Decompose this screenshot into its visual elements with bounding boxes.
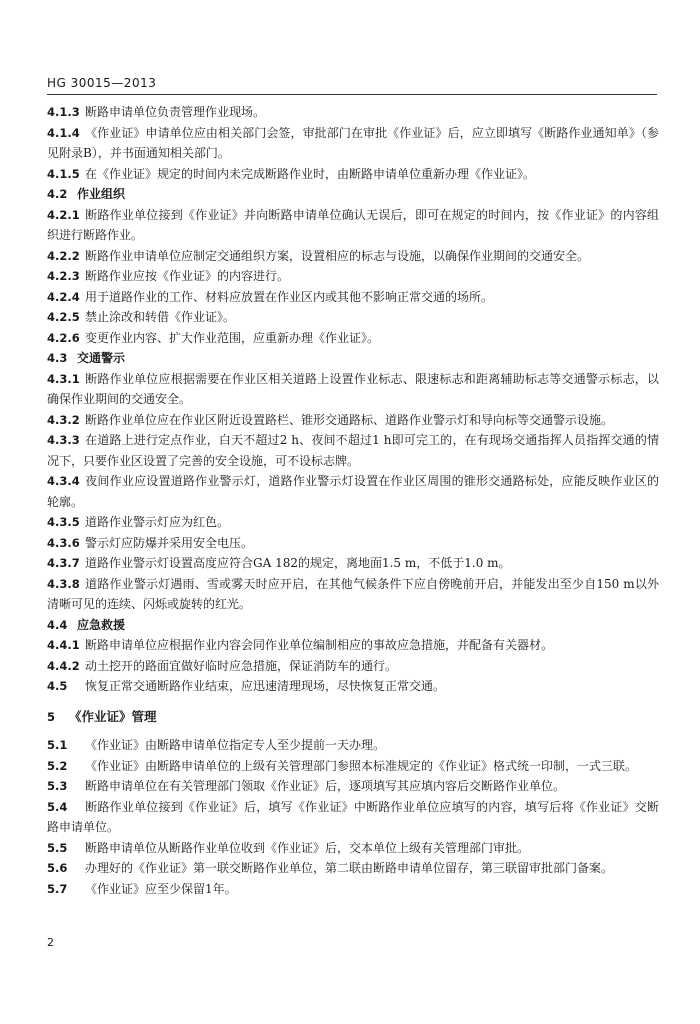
clause-text: 断路作业应按《作业证》的内容进行。 — [85, 269, 290, 283]
standard-code-header: HG 30015—2013 — [47, 76, 157, 90]
section-heading — [47, 615, 659, 636]
clause-text: 断路作业单位接到《作业证》并向断路申请单位确认无误后，即可在规定的时间内，按《作业证》的内容组织进行断路作业。 — [47, 207, 659, 242]
clause-number: 4.3.3 — [47, 433, 80, 447]
clause-number: 4.4 — [47, 617, 68, 632]
clause-paragraph — [47, 553, 659, 574]
clause-paragraph — [47, 574, 659, 615]
clause-text: 在道路上进行定点作业，白天不超过2 h、夜间不超过1 h即可完工的，在有现场交通指挥人员指挥交通的情况下，只要作业区设置了完善的安全设施，可不设标志牌。 — [47, 433, 659, 468]
clause-text: 《作业证》应至少保留1年。 — [85, 881, 237, 896]
clause-text: 变更作业内容、扩大作业范围，应重新办理《作业证》。 — [85, 330, 380, 345]
clause-text: 《作业证》管理 — [69, 708, 157, 724]
clause-number: 4.3.7 — [47, 556, 80, 570]
clause-number: 4.2.4 — [47, 289, 80, 304]
clause-number: 4.3 — [47, 351, 68, 365]
document-body — [47, 102, 659, 899]
section-heading — [47, 348, 659, 369]
clause-paragraph — [47, 287, 659, 308]
clause-text: 断路作业申请单位应制定交通组织方案，设置相应的标志与设施，以确保作业期间的交通安全。 — [85, 248, 590, 263]
clause-paragraph — [47, 246, 659, 267]
clause-number: 4.4.2 — [47, 658, 80, 673]
section-heading — [47, 184, 659, 205]
clause-paragraph — [47, 369, 659, 410]
clause-text: 交通警示 — [77, 351, 126, 365]
clause-paragraph — [47, 656, 659, 677]
clause-paragraph — [47, 410, 659, 431]
clause-paragraph — [47, 205, 659, 246]
clause-text: 断路作业单位应在作业区附近设置路栏、锥形交通路标、道路作业警示灯和导向标等交通警示设施。 — [85, 412, 614, 427]
clause-number: 5 — [47, 709, 56, 724]
clause-number: 4.1.5 — [47, 166, 80, 181]
clause-text: 道路作业警示灯应为红色。 — [85, 515, 230, 529]
clause-number: 4.3.1 — [47, 371, 80, 386]
clause-number: 4.3.5 — [47, 515, 80, 529]
clause-text: 夜间作业应设置道路作业警示灯，道路作业警示灯设置在作业区周围的锥形交通路标处，应能反映作业区的轮廓。 — [47, 474, 659, 509]
clause-paragraph — [47, 797, 659, 838]
clause-number: 4.2.3 — [47, 269, 80, 283]
clause-number: 5.5 — [47, 840, 68, 855]
clause-number: 4.1.3 — [47, 105, 80, 119]
clause-text: 在《作业证》规定的时间内未完成断路作业时，由断路申请单位重新办理《作业证》。 — [85, 166, 536, 181]
clause-number: 4.2.1 — [47, 207, 80, 222]
clause-number: 5.2 — [47, 758, 68, 773]
clause-paragraph — [47, 123, 659, 164]
clause-paragraph — [47, 676, 659, 697]
clause-text: 用于道路作业的工作、材料应放置在作业区内或其他不影响正常交通的场所。 — [85, 289, 494, 304]
header-rule — [47, 94, 657, 95]
clause-paragraph — [47, 776, 659, 797]
chapter-heading — [47, 707, 659, 728]
clause-paragraph — [47, 164, 659, 185]
clause-number: 5.6 — [47, 861, 68, 875]
clause-text: 恢复正常交通断路作业结束，应迅速清理现场，尽快恢复正常交通。 — [85, 679, 446, 693]
clause-text: 办理好的《作业证》第一联交断路作业单位，第二联由断路申请单位留存，第三联留审批部门备案。 — [85, 861, 614, 875]
page-number: 2 — [47, 936, 54, 949]
clause-paragraph — [47, 512, 659, 533]
clause-text: 应急救援 — [77, 617, 126, 632]
clause-text: 断路申请单位应根据作业内容会同作业单位编制相应的事故应急措施，并配备有关器材。 — [85, 638, 554, 652]
clause-text: 作业组织 — [77, 187, 126, 201]
clause-paragraph — [47, 102, 659, 123]
clause-number: 5.7 — [47, 881, 68, 896]
clause-text: 道路作业警示灯设置高度应符合GA 182的规定，离地面1.5 m，不低于1.0 m。 — [85, 556, 511, 570]
clause-text: 《作业证》由断路申请单位的上级有关管理部门参照本标准规定的《作业证》格式统一印制，一式三联。 — [85, 758, 638, 773]
clause-number: 4.2.2 — [47, 248, 80, 263]
clause-paragraph — [47, 430, 659, 471]
clause-paragraph — [47, 735, 659, 756]
clause-text: 《作业证》申请单位应由相关部门会签，审批部门在审批《作业证》后，应立即填写《断路作业通知单》（参见附录B），并书面通知相关部门。 — [47, 125, 659, 160]
clause-text: 断路作业单位接到《作业证》后，填写《作业证》中断路作业单位应填写的内容，填写后将《作业证》交断路申请单位。 — [47, 799, 659, 834]
clause-number: 4.1.4 — [47, 125, 80, 140]
clause-paragraph — [47, 533, 659, 554]
clause-paragraph — [47, 756, 659, 777]
clause-number: 5.3 — [47, 779, 68, 793]
clause-paragraph — [47, 858, 659, 879]
clause-paragraph — [47, 328, 659, 349]
clause-text: 断路申请单位负责管理作业现场。 — [85, 105, 266, 119]
clause-number: 4.3.4 — [47, 474, 80, 488]
clause-paragraph — [47, 635, 659, 656]
clause-text: 断路申请单位从断路作业单位收到《作业证》后，交本单位上级有关管理部门审批。 — [85, 840, 530, 855]
clause-paragraph — [47, 838, 659, 859]
clause-number: 4.2 — [47, 187, 68, 201]
clause-text: 道路作业警示灯遇雨、雪或雾天时应开启，在其他气候条件下应自傍晚前开启，并能发出至少自150 m以外清晰可见的连续、闪烁或旋转的红光。 — [47, 576, 659, 611]
clause-paragraph — [47, 471, 659, 512]
clause-text: 断路作业单位应根据需要在作业区相关道路上设置作业标志、限速标志和距离辅助标志等交通警示标志，以确保作业期间的交通安全。 — [47, 371, 659, 406]
clause-number: 5.1 — [47, 738, 68, 752]
clause-text: 《作业证》由断路申请单位指定专人至少提前一天办理。 — [85, 738, 386, 752]
clause-paragraph — [47, 307, 659, 328]
clause-number: 4.3.6 — [47, 535, 80, 550]
clause-number: 4.3.8 — [47, 576, 80, 591]
clause-number: 5.4 — [47, 799, 68, 814]
clause-text: 警示灯应防爆并采用安全电压。 — [85, 535, 254, 550]
clause-text: 动土挖开的路面宜做好临时应急措施，保证消防车的通行。 — [85, 658, 398, 673]
clause-paragraph — [47, 879, 659, 900]
clause-text: 断路申请单位在有关管理部门领取《作业证》后，逐项填写其应填内容后交断路作业单位。 — [85, 779, 566, 793]
clause-number: 4.2.6 — [47, 330, 80, 345]
clause-number: 4.2.5 — [47, 310, 80, 324]
clause-text: 禁止涂改和转借《作业证》。 — [85, 310, 236, 324]
clause-number: 4.3.2 — [47, 412, 80, 427]
clause-number: 4.5 — [47, 679, 68, 693]
clause-number: 4.4.1 — [47, 638, 80, 652]
clause-paragraph — [47, 266, 659, 287]
